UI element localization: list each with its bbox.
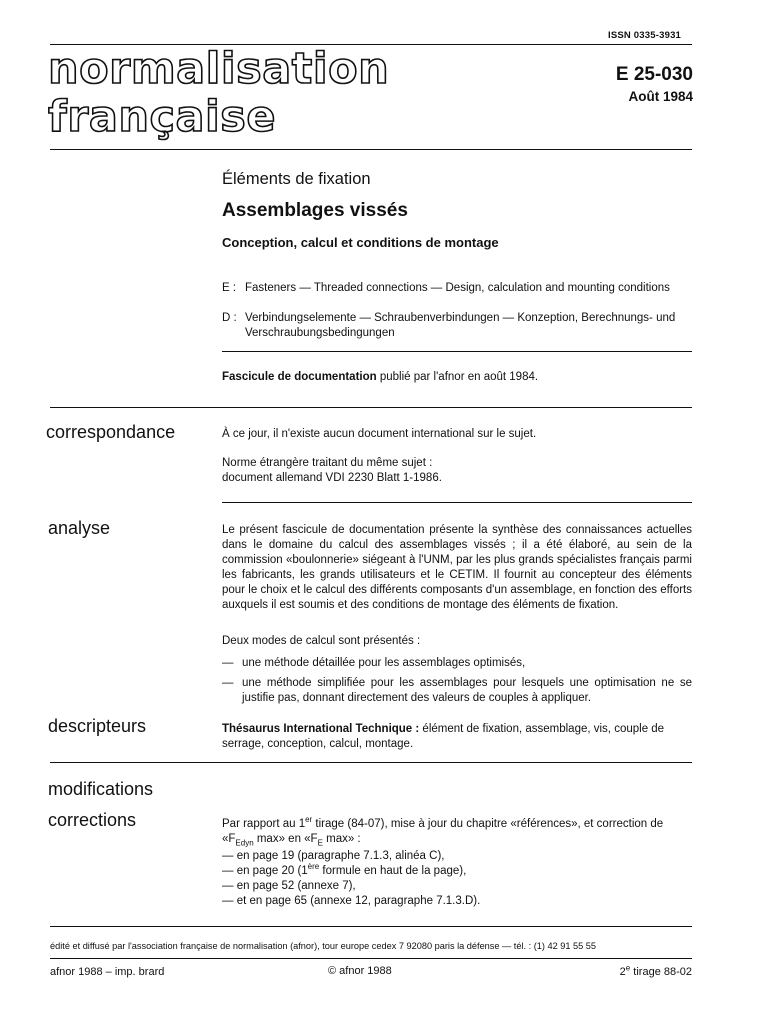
list-item-text: une méthode détaillée pour les assemblages optimisés, [242,657,526,669]
dash-bullet: — [222,677,234,689]
section-heading-modifications: modifications [48,779,154,799]
footer-copyright: © afnor 1988 [328,965,392,977]
dash-bullet: — [222,657,234,669]
text-span: tirage (84-07), mise à jour du chapitre «références», et correction de «F [222,818,664,845]
document-number: E 25-030 [615,64,693,85]
subscript: Edyn [235,838,254,848]
section-heading-correspondance: correspondance [46,422,176,442]
divider [50,926,692,927]
brand-logo-line1: normalisation [48,44,390,94]
correspondance-paragraph: À ce jour, il n'existe aucun document international sur le sujet. [222,428,537,440]
translation-text: Verbindungselemente — Schraubenverbindungen — Konzeption, Berechnungs- und Verschraubungsbedingungen [245,312,676,339]
publication-note [222,371,538,383]
analyse-modes-intro: Deux modes de calcul sont présentés : [222,635,421,647]
document-date: Août 1984 [628,89,693,104]
language-code: E : [222,282,237,294]
section-heading-corrections: corrections [48,810,137,830]
corrections-intro [222,817,692,847]
text-span: max» : [322,833,361,845]
text-span: formule en haut de la page), [319,865,467,877]
correspondance-paragraph: Norme étrangère traitant du même sujet : document allemand VDI 2230 Blatt 1-1986. [222,457,442,484]
translation-english [222,281,692,296]
document-title: Assemblages vissés [222,200,408,221]
translation-text: Fasteners — Threaded connections — Design, calculation and mounting conditions [245,282,670,294]
superscript: ère [307,862,320,872]
correction-item: — et en page 65 (annexe 12, paragraphe 7.1.3.D). [222,895,481,907]
language-code: D : [222,312,237,324]
list-item [222,676,692,706]
publication-type: Fascicule de documentation [222,371,377,383]
publisher-line: édité et diffusé par l'association française de normalisation (afnor), tour europe cedex 7 92080 paris la défense — tél. : (1) 42 91 55 55 [50,941,597,951]
footer-printer: afnor 1988 – imp. brard [50,966,165,978]
descripteurs-paragraph [222,722,692,752]
translation-german [222,311,692,340]
publication-detail: publié par l'afnor en août 1984. [376,371,539,383]
list-item-text: une méthode simplifiée pour les assemblages pour lesquels une optimisation ne se justifie pas, donnant directement des valeurs de couples à appliquer. [242,677,692,704]
thesaurus-label: Thésaurus International Technique : [222,723,420,735]
correction-item: — en page 19 (paragraphe 7.1.3, alinéa C), [222,850,445,862]
brand-logo-line2: française [48,92,277,142]
issn-number: ISSN 0335-3931 [608,30,682,41]
document-subtitle: Conception, calcul et conditions de montage [222,235,499,250]
text-span: max» en «F [253,833,318,845]
correction-item: — en page 52 (annexe 7), [222,880,356,892]
text-span: — en page 20 (1 [222,865,308,877]
document-category: Éléments de fixation [222,170,371,188]
correction-item [222,864,466,879]
list-item [222,656,692,671]
text-span: 2 [619,966,626,978]
divider [222,351,692,352]
subscript: E [317,838,323,848]
text-span: tirage 88-02 [630,966,692,978]
section-heading-analyse: analyse [48,518,111,538]
divider [50,958,692,959]
text-span: Par rapport au 1 [222,818,306,830]
descripteurs-terms: élément de fixation, assemblage, vis, couple de serrage, conception, calcul, montage. [222,723,665,750]
section-heading-descripteurs: descripteurs [48,716,147,736]
divider [222,502,692,503]
divider [50,407,692,408]
divider [50,762,692,763]
analyse-paragraph: Le présent fascicule de documentation présente la synthèse des connaissances actuelles dans le domaine du calcul des assemblages vissés ; il a été élaboré, au sein de la commission «boulonnerie» siégeant à l'UNM, par les plus grands spécialistes français parmi les fabricants, les grands utilisateurs et le CETIM. Il fournit au concepteur des éléments pour le choix et le calcul des différents composants d'un assemblage, en fonction des efforts auxquels il est soumis et des conditions de montage des éléments de fixation. [222,524,692,611]
superscript: er [305,815,313,825]
superscript: e [625,963,631,973]
divider [50,149,692,150]
footer-print-run [580,963,692,978]
